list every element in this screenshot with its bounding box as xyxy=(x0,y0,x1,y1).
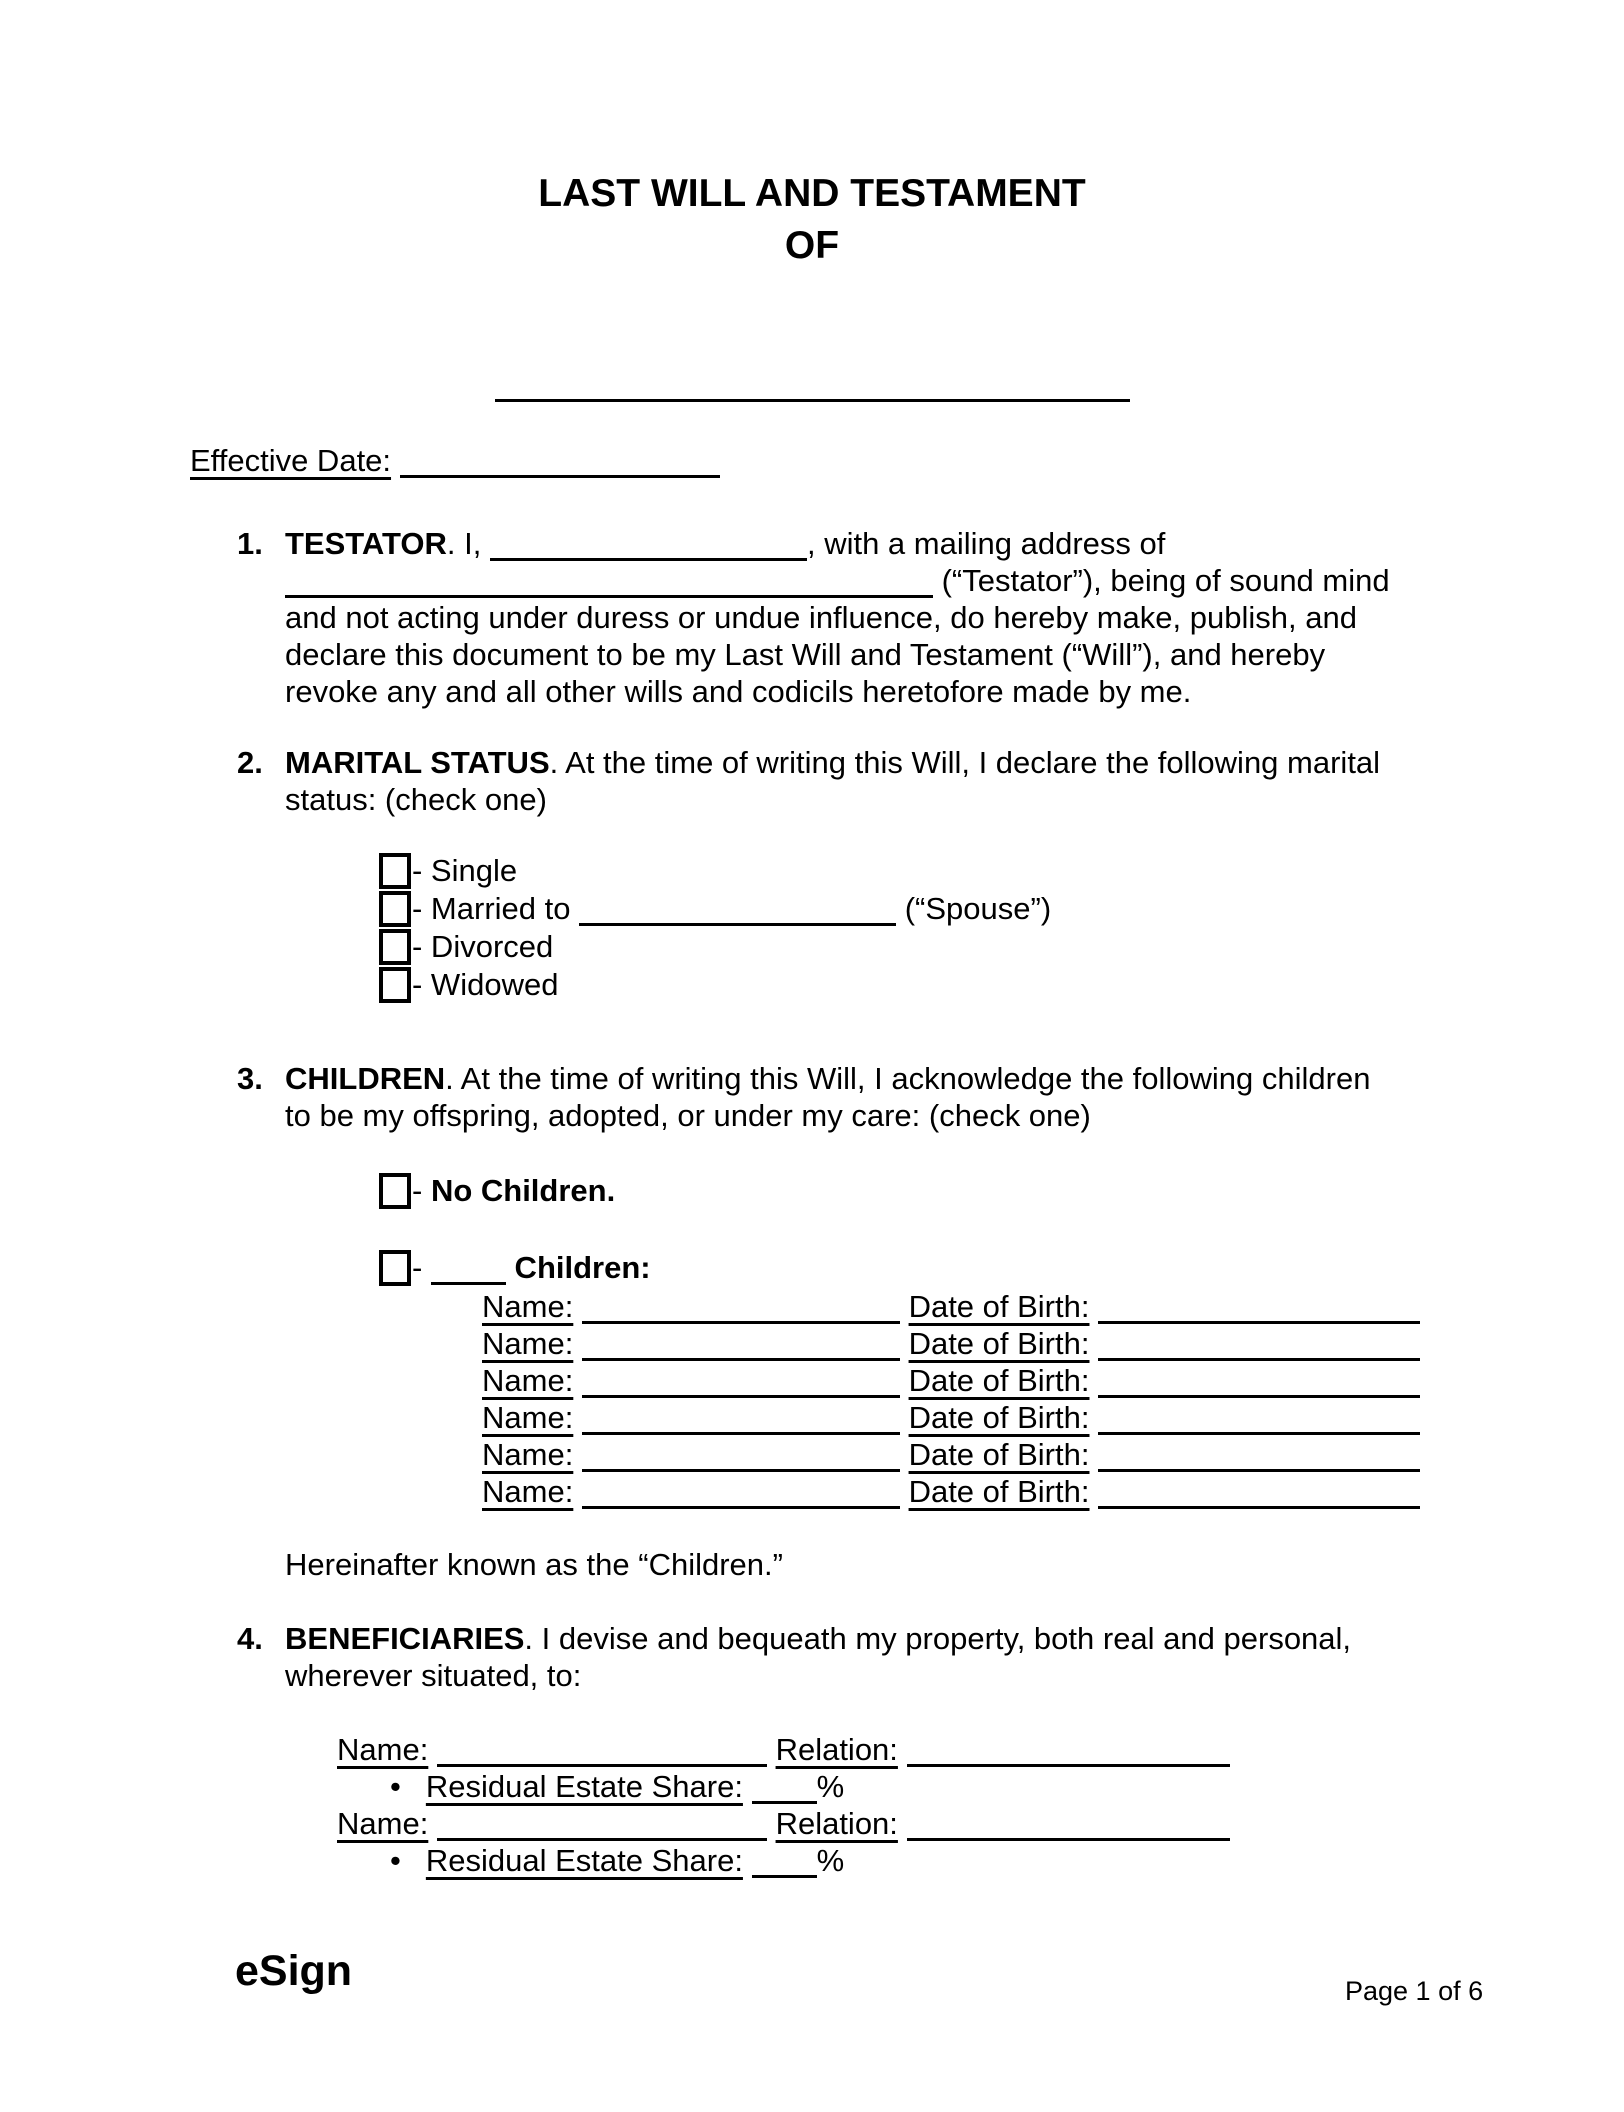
child-row-3 xyxy=(190,1362,1434,1399)
child-name-blank[interactable] xyxy=(582,1358,900,1361)
section-beneficiaries xyxy=(190,1620,1434,1694)
section-beneficiaries-number: 4. xyxy=(237,1621,263,1656)
share-label: Residual Estate Share: xyxy=(425,1769,743,1804)
child-name-blank[interactable] xyxy=(582,1432,900,1435)
child-dob-label: Date of Birth: xyxy=(908,1289,1090,1324)
testator-line-5: revoke any and all other wills and codicils heretofore made by me. xyxy=(285,674,1192,709)
children-line-1: CHILDREN. At the time of writing this Will, I acknowledge the following children xyxy=(285,1061,1371,1096)
title-line-2: OF xyxy=(784,224,840,267)
child-dob-label: Date of Birth: xyxy=(908,1326,1090,1361)
child-name-blank[interactable] xyxy=(582,1321,900,1324)
child-row-5 xyxy=(190,1436,1434,1473)
marital-option-married xyxy=(190,890,1434,928)
child-dob-label: Date of Birth: xyxy=(908,1400,1090,1435)
child-dob-blank[interactable] xyxy=(1098,1432,1420,1435)
widowed-checkbox[interactable] xyxy=(379,967,411,1003)
single-label: - Single xyxy=(412,853,518,888)
beneficiary-name-blank[interactable] xyxy=(437,1764,767,1767)
child-dob-blank[interactable] xyxy=(1098,1395,1420,1398)
bullet-icon: • xyxy=(390,1769,401,1804)
child-row-2 xyxy=(190,1325,1434,1362)
beneficiary-name-label: Name: xyxy=(337,1732,429,1767)
child-dob-blank[interactable] xyxy=(1098,1469,1420,1472)
child-name-label: Name: xyxy=(482,1400,574,1435)
child-name-blank[interactable] xyxy=(582,1469,900,1472)
child-dob-label: Date of Birth: xyxy=(908,1474,1090,1509)
children-name-rows xyxy=(190,1288,1434,1510)
beneficiary-1-row xyxy=(190,1731,1434,1768)
child-row-6 xyxy=(190,1473,1434,1510)
child-name-label: Name: xyxy=(482,1326,574,1361)
beneficiary-1-share-row xyxy=(190,1768,1434,1805)
hereinafter-note: Hereinafter known as the “Children.” xyxy=(285,1547,783,1582)
marital-option-divorced xyxy=(190,928,1434,966)
children-count-checkbox[interactable] xyxy=(379,1250,411,1286)
children-line-2: to be my offspring, adopted, or under my care: (check one) xyxy=(285,1098,1091,1133)
beneficiaries-line-1: BENEFICIARIES. I devise and bequeath my property, both real and personal, xyxy=(285,1621,1352,1656)
child-dob-blank[interactable] xyxy=(1098,1321,1420,1324)
section-children xyxy=(190,1060,1434,1134)
share-suffix: % xyxy=(816,1769,845,1804)
children-count-blank[interactable] xyxy=(431,1282,506,1285)
title-line-1: LAST WILL AND TESTAMENT xyxy=(538,172,1086,215)
section-testator-number: 1. xyxy=(237,526,263,561)
beneficiary-relation-label: Relation: xyxy=(775,1732,898,1767)
child-name-label: Name: xyxy=(482,1289,574,1324)
beneficiary-2-row xyxy=(190,1805,1434,1842)
child-dob-blank[interactable] xyxy=(1098,1358,1420,1361)
document-content xyxy=(190,0,1434,1879)
section-testator xyxy=(190,525,1434,710)
effective-date-blank[interactable] xyxy=(400,475,720,478)
beneficiary-relation-label: Relation: xyxy=(775,1806,898,1841)
child-dob-label: Date of Birth: xyxy=(908,1363,1090,1398)
child-dob-blank[interactable] xyxy=(1098,1506,1420,1509)
spouse-name-blank[interactable] xyxy=(579,923,896,926)
beneficiary-2-share-row xyxy=(190,1842,1434,1879)
bullet-icon: • xyxy=(390,1843,401,1878)
testator-name-blank[interactable] xyxy=(490,558,807,561)
testator-name-title-blank[interactable] xyxy=(495,399,1130,402)
marital-options xyxy=(190,852,1434,1004)
testator-line-2: (“Testator”), being of sound mind xyxy=(285,562,1434,599)
married-checkbox[interactable] xyxy=(379,891,411,927)
share-suffix: % xyxy=(816,1843,845,1878)
single-checkbox[interactable] xyxy=(379,853,411,889)
marital-option-single xyxy=(190,852,1434,890)
marital-heading: MARITAL STATUS xyxy=(285,745,550,780)
marital-line-1: MARITAL STATUS. At the time of writing this Will, I declare the following marital xyxy=(285,745,1381,780)
child-row-1 xyxy=(190,1288,1434,1325)
spouse-label: (“Spouse”) xyxy=(896,891,1052,926)
no-children-label: No Children. xyxy=(430,1173,616,1208)
widowed-label: - Widowed xyxy=(412,967,559,1002)
children-count-label: Children: xyxy=(505,1250,651,1285)
beneficiary-rows xyxy=(190,1731,1434,1879)
marital-option-widowed xyxy=(190,966,1434,1004)
child-name-label: Name: xyxy=(482,1363,574,1398)
beneficiary-relation-blank[interactable] xyxy=(907,1764,1230,1767)
child-row-4 xyxy=(190,1399,1434,1436)
beneficiary-name-blank[interactable] xyxy=(437,1838,767,1841)
esign-logo: eSign xyxy=(235,1947,353,1995)
share-blank[interactable] xyxy=(752,1801,817,1804)
no-children-checkbox[interactable] xyxy=(379,1173,411,1209)
section-marital-number: 2. xyxy=(237,745,263,780)
child-name-blank[interactable] xyxy=(582,1506,900,1509)
page-number: Page 1 of 6 xyxy=(1345,1976,1484,2006)
section-children-number: 3. xyxy=(237,1061,263,1096)
effective-date-label: Effective Date: xyxy=(190,443,392,478)
married-label: - Married to xyxy=(412,891,580,926)
testator-line-3: and not acting under duress or undue influence, do hereby make, publish, and xyxy=(285,600,1357,635)
children-count-option: - Children: xyxy=(190,1249,1434,1287)
testator-name-title-row xyxy=(190,366,1434,403)
beneficiaries-line-2: wherever situated, to: xyxy=(285,1658,582,1693)
child-name-label: Name: xyxy=(482,1437,574,1472)
testator-line-4: declare this document to be my Last Will and Testament (“Will”), and hereby xyxy=(285,637,1326,672)
section-marital-status xyxy=(190,744,1434,818)
effective-date-row xyxy=(190,442,1434,479)
divorced-label: - Divorced xyxy=(412,929,554,964)
document-title xyxy=(190,168,1434,272)
beneficiary-relation-blank[interactable] xyxy=(907,1838,1230,1841)
testator-line-1: TESTATOR. I, , with a mailing address of xyxy=(285,526,1166,561)
no-children-option: - No Children. xyxy=(190,1172,1434,1210)
divorced-checkbox[interactable] xyxy=(379,929,411,965)
beneficiaries-heading: BENEFICIARIES xyxy=(285,1621,525,1656)
marital-line-2: status: (check one) xyxy=(285,782,547,817)
child-dob-label: Date of Birth: xyxy=(908,1437,1090,1472)
child-name-blank[interactable] xyxy=(582,1395,900,1398)
share-label: Residual Estate Share: xyxy=(425,1843,743,1878)
share-blank[interactable] xyxy=(752,1875,817,1878)
beneficiary-name-label: Name: xyxy=(337,1806,429,1841)
testator-heading: TESTATOR xyxy=(285,526,447,561)
testator-address-blank[interactable] xyxy=(285,595,933,598)
child-name-label: Name: xyxy=(482,1474,574,1509)
children-heading: CHILDREN xyxy=(285,1061,446,1096)
